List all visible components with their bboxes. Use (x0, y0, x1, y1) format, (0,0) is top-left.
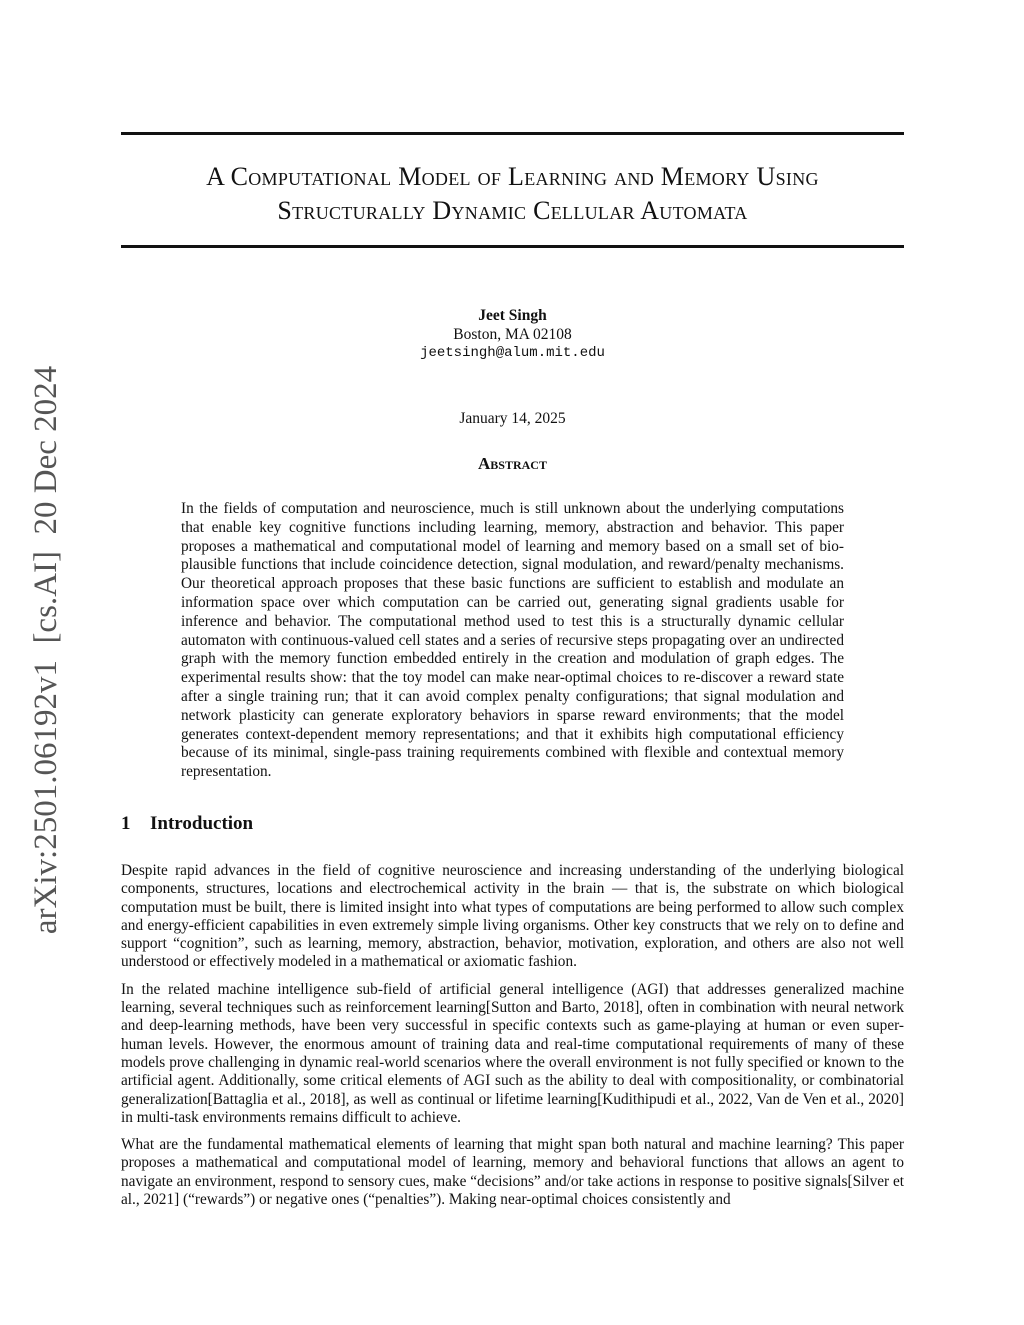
paper-date: January 14, 2025 (459, 410, 566, 427)
author-location: Boston, MA 02108 (453, 326, 572, 343)
paragraph: What are the fundamental mathematical elements of learning that might span both natural and machine learning? This paper proposes a mathematical and computational model of learning, memory and behavioral functions that allows an agent to navigate an environment, respond to sensory cues, make “decisions” and/or take actions in response to positive signals[Silver et al., 2021] (“rewards”) or negative ones (“penalties”). Making near-optimal choices consistently and (121, 1136, 904, 1209)
introduction-body (121, 862, 904, 1218)
author-email: jeetsingh@alum.mit.edu (420, 345, 605, 361)
title-line-1: A Computational Model of Learning and Memory Using (206, 162, 819, 191)
title-bottom-rule (121, 245, 904, 248)
abstract-text: In the fields of computation and neuroscience, much is still unknown about the underlying computations that enable key cognitive functions including learning, memory, abstraction and behavior. This paper proposes a mathematical and computational model of learning and memory based on a small set of bio-plausible functions that include coincidence detection, signal modulation, and reward/penalty mechanisms. Our theoretical approach proposes that these basic functions are sufficient to establish and modulate an information space over which computation can be carried out, generating signal gradients usable for inference and behavior. The computational method used to test this is a structurally dynamic cellular automaton with continuous-valued cell states and a series of recursive steps propagating over an undirected graph with the memory function embedded entirely in the creation and modulation of graph edges. The experimental results show: that the toy model can make near-optimal choices to re-discover a reward state after a single training run; that it can avoid complex penalty configurations; that signal modulation and network plasticity can generate exploratory behaviors in sparse reward environments; that the model generates context-dependent memory representations; and that it exhibits high computational efficiency because of its minimal, single-pass training requirements combined with flexible and contextual memory representation. (181, 500, 844, 781)
title-line-2: Structurally Dynamic Cellular Automata (277, 196, 748, 225)
abstract-heading: Abstract (478, 454, 547, 473)
arxiv-identifier: arXiv:2501.06192v1 [cs.AI] 20 Dec 2024 (28, 365, 64, 935)
title-top-rule (121, 132, 904, 135)
section-heading (121, 813, 253, 835)
paragraph: In the related machine intelligence sub-field of artificial general intelligence (AGI) that addresses generalized machine learning, several techniques such as reinforcement learning[Sutton and Barto, 2018], often in combination with neural network and deep-learning methods, have been very successful in specific contexts such as game-playing at human or even super-human levels. However, the enormous amount of training data and real-time computational requirements of many of these models prove challenging in dynamic real-world scenarios where the overall environment is not fully specified or known to the artificial agent. Additionally, some critical elements of AGI such as the ability to deal with compositionality, or combinatorial generalization[Battaglia et al., 2018], as well as continual or lifetime learning[Kudithipudi et al., 2022, Van de Ven et al., 2020] in multi-task environments remains difficult to achieve. (121, 980, 904, 1126)
author-name: Jeet Singh (478, 307, 547, 324)
author-block (121, 306, 904, 363)
section-title: Introduction (150, 813, 254, 834)
paragraph: Despite rapid advances in the field of cognitive neuroscience and increasing understanding of the underlying biological components, structures, locations and electrochemical activity in the brain — that is, the substrate on which biological computation must be built, there is limited insight into what types of computations are being performed to allow such complex and energy-efficient capabilities in even extremely simple living organisms. Other key constructs that we rely on to define and support “cognition”, such as learning, memory, abstraction, behavior, motivation, exploration, and others are also not well understood or effectively modeled in a mathematical or axiomatic fashion. (121, 862, 904, 971)
paper-title (121, 160, 904, 228)
section-number: 1 (121, 813, 131, 834)
